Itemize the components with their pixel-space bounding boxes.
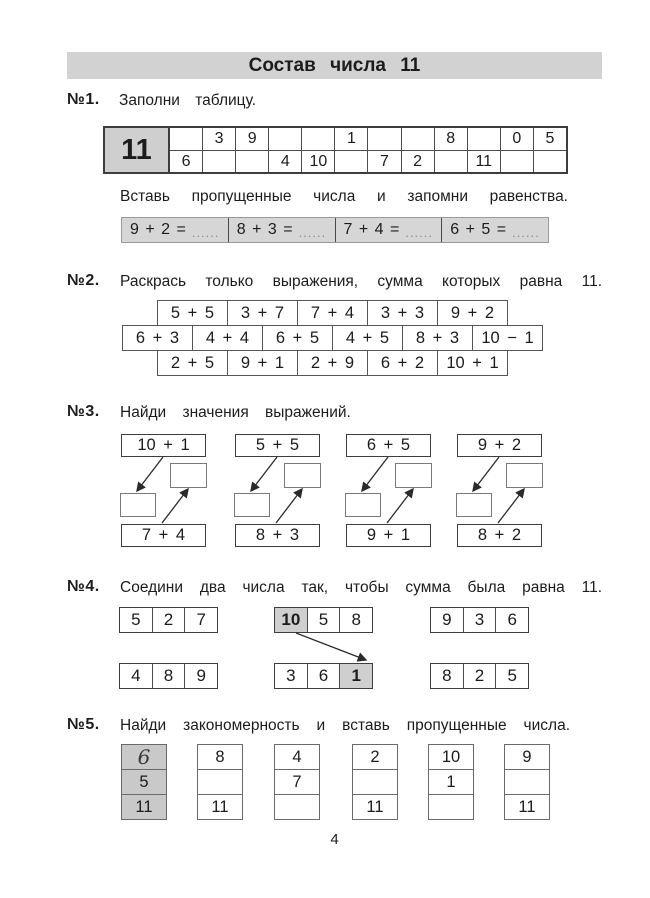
expression-box: 8 + 3 — [235, 524, 320, 547]
table-cell: 8 — [434, 128, 467, 150]
expression-box: 9 + 1 — [346, 524, 431, 547]
expression-group-1 — [116, 430, 211, 552]
exercise-5-task: Найди закономерность и вставь пропущенные числа. — [120, 717, 570, 734]
pattern-cell: 11 — [121, 794, 167, 820]
table-cell: 9 — [235, 128, 268, 150]
expression-box: 7 + 4 — [121, 524, 206, 547]
expression-cell[interactable]: 10 + 1 — [437, 350, 508, 376]
number-cell[interactable]: 3 — [275, 664, 307, 688]
expression-cell[interactable]: 7 + 4 — [297, 300, 368, 326]
pattern-cell-blank[interactable] — [504, 769, 550, 795]
pattern-cell-blank[interactable] — [352, 769, 398, 795]
pattern-cell-blank[interactable] — [197, 769, 243, 795]
table-cell-blank[interactable] — [467, 128, 500, 150]
equality-item — [335, 218, 442, 242]
pattern-cell: 9 — [504, 744, 550, 770]
sum-table — [103, 126, 568, 174]
expression-cell[interactable]: 9 + 2 — [437, 300, 508, 326]
number-cell[interactable]: 7 — [184, 608, 217, 632]
answer-dots[interactable]: ...... — [512, 225, 540, 240]
table-cell: 0 — [500, 128, 533, 150]
pattern-cell: 4 — [274, 744, 320, 770]
sum-table-row-1 — [170, 128, 566, 150]
table-cell-blank[interactable] — [367, 128, 400, 150]
table-cell-blank[interactable] — [170, 128, 202, 150]
pattern-column-1 — [121, 744, 167, 820]
expression-row-3 — [157, 350, 508, 376]
answer-dots[interactable]: ...... — [405, 225, 433, 240]
number-row — [119, 607, 218, 633]
expression-cell[interactable]: 9 + 1 — [227, 350, 298, 376]
expression-cell[interactable]: 5 + 5 — [157, 300, 228, 326]
number-cell[interactable]: 4 — [120, 664, 152, 688]
pattern-cell: 1 — [428, 769, 474, 795]
table-cell: 3 — [202, 128, 235, 150]
pattern-cell: 11 — [504, 794, 550, 820]
exercise-4-task: Соедини два числа так, чтобы сумма была равна 11. — [120, 579, 602, 596]
table-cell: 11 — [467, 150, 500, 172]
expression-box: 10 + 1 — [121, 434, 206, 457]
number-row — [119, 663, 218, 689]
table-cell-blank[interactable] — [533, 150, 566, 172]
expression-cell[interactable]: 2 + 9 — [297, 350, 368, 376]
expression-box: 9 + 2 — [457, 434, 542, 457]
number-cell[interactable]: 2 — [152, 608, 185, 632]
pattern-column-6 — [504, 744, 550, 820]
equality-text: 8 + 3 = — [236, 221, 293, 238]
pattern-cell-blank[interactable] — [274, 794, 320, 820]
number-cell-highlighted[interactable]: 10 — [275, 608, 307, 632]
expression-cell[interactable]: 2 + 5 — [157, 350, 228, 376]
pattern-cell: 5 — [121, 769, 167, 795]
table-cell: 4 — [268, 150, 301, 172]
number-cell[interactable]: 5 — [307, 608, 340, 632]
table-cell-blank[interactable] — [301, 128, 334, 150]
number-row — [274, 663, 373, 689]
answer-dots[interactable]: ...... — [298, 225, 327, 240]
expression-box: 6 + 5 — [346, 434, 431, 457]
number-cell[interactable]: 8 — [152, 664, 185, 688]
equality-item — [122, 218, 228, 242]
number-row — [274, 607, 373, 633]
expression-group-3 — [341, 430, 436, 552]
expression-cell[interactable]: 4 + 5 — [332, 325, 403, 351]
table-cell: 5 — [533, 128, 566, 150]
exercise-1-task-2: Вставь пропущенные числа и запомни равенства. — [120, 188, 568, 205]
table-cell: 1 — [334, 128, 367, 150]
pattern-cell: 11 — [197, 794, 243, 820]
exercise-4-label: №4. — [67, 578, 100, 595]
pattern-cell: 10 — [428, 744, 474, 770]
pattern-column-2 — [197, 744, 243, 820]
number-cell[interactable]: 6 — [495, 608, 528, 632]
number-cell[interactable]: 3 — [463, 608, 496, 632]
pattern-cell: 11 — [352, 794, 398, 820]
pattern-column-4 — [352, 744, 398, 820]
equality-text: 9 + 2 = — [130, 221, 186, 238]
exercise-3-label: №3. — [67, 403, 100, 420]
expression-cell[interactable]: 3 + 3 — [367, 300, 438, 326]
number-cell[interactable]: 9 — [184, 664, 217, 688]
number-cell[interactable]: 9 — [431, 608, 463, 632]
expression-box: 8 + 2 — [457, 524, 542, 547]
connection-arrow — [274, 631, 379, 665]
number-cell[interactable]: 8 — [431, 664, 463, 688]
expression-cell[interactable]: 3 + 7 — [227, 300, 298, 326]
sum-table-row-2 — [170, 150, 566, 172]
pattern-cell-blank[interactable] — [428, 794, 474, 820]
expression-row-1 — [157, 300, 508, 326]
expression-cell[interactable]: 6 + 5 — [262, 325, 333, 351]
number-cell-highlighted[interactable]: 1 — [339, 664, 372, 688]
table-cell-blank[interactable] — [434, 150, 467, 172]
table-cell-blank[interactable] — [202, 150, 235, 172]
expression-group-4 — [452, 430, 547, 552]
table-cell: 7 — [367, 150, 400, 172]
arrow-lines — [341, 430, 436, 552]
exercise-3-task: Найди значения выражений. — [120, 404, 351, 421]
exercise-1-task: Заполни таблицу. — [119, 92, 257, 109]
exercise-1-label: №1. — [67, 91, 100, 108]
arrow-lines — [116, 430, 211, 552]
arrow-lines — [230, 430, 325, 552]
answer-dots[interactable]: ...... — [191, 225, 220, 240]
expression-cell[interactable]: 6 + 2 — [367, 350, 438, 376]
expression-box: 5 + 5 — [235, 434, 320, 457]
number-cell[interactable]: 6 — [307, 664, 340, 688]
exercise-2-label: №2. — [67, 272, 100, 289]
expression-cell[interactable]: 6 + 3 — [122, 325, 193, 351]
expression-group-2 — [230, 430, 325, 552]
expression-cell[interactable]: 10 − 1 — [472, 325, 543, 351]
table-cell-blank[interactable] — [235, 150, 268, 172]
expression-cell[interactable]: 8 + 3 — [402, 325, 473, 351]
table-cell: 10 — [301, 150, 334, 172]
arrow-lines — [452, 430, 547, 552]
table-cell-blank[interactable] — [500, 150, 533, 172]
number-cell[interactable]: 5 — [120, 608, 152, 632]
table-cell-blank[interactable] — [401, 128, 434, 150]
table-cell-blank[interactable] — [334, 150, 367, 172]
equality-text: 7 + 4 = — [343, 221, 400, 238]
equality-item — [228, 218, 335, 242]
exercise-5-label: №5. — [67, 716, 100, 733]
pattern-cell-handwritten: 6 — [121, 744, 167, 770]
number-cell[interactable]: 2 — [463, 664, 496, 688]
pattern-column-5 — [428, 744, 474, 820]
table-cell-blank[interactable] — [268, 128, 301, 150]
exercise-2-task: Раскрась только выражения, сумма которых равна 11. — [120, 273, 602, 290]
pattern-cell: 8 — [197, 744, 243, 770]
pattern-column-3 — [274, 744, 320, 820]
pattern-cell: 2 — [352, 744, 398, 770]
page-number: 4 — [330, 831, 339, 848]
number-row — [430, 607, 529, 633]
expression-row-2 — [122, 325, 543, 351]
expression-cell[interactable]: 4 + 4 — [192, 325, 263, 351]
table-cell: 2 — [401, 150, 434, 172]
number-row — [430, 663, 529, 689]
number-cell[interactable]: 5 — [495, 664, 528, 688]
sum-table-header: 11 — [105, 128, 170, 172]
equality-item — [441, 218, 548, 242]
number-cell[interactable]: 8 — [339, 608, 372, 632]
table-cell: 6 — [170, 150, 202, 172]
page-title: Состав числа 11 — [67, 52, 602, 79]
equality-text: 6 + 5 = — [450, 221, 507, 238]
pattern-cell: 7 — [274, 769, 320, 795]
equalities-bar — [121, 217, 549, 243]
